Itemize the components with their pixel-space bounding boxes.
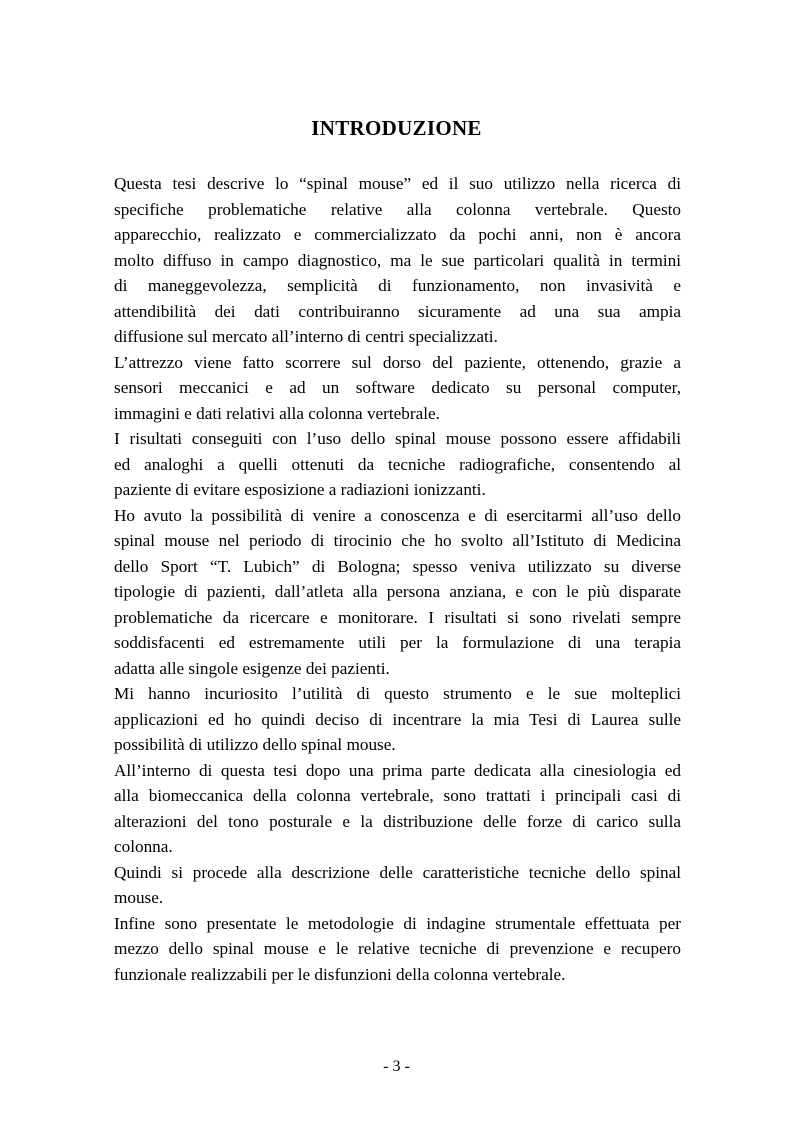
- text-line: paziente di evitare esposizione a radiazioni ionizzanti.: [114, 480, 486, 499]
- text-line: sensori meccanici e ad un software dedicato su personal computer,: [114, 378, 681, 397]
- text-line: funzionale realizzabili per le disfunzioni della colonna vertebrale.: [114, 964, 566, 984]
- text-line: specifiche problematiche relative alla colonna vertebrale. Questo: [114, 199, 681, 219]
- text-line: alterazioni del tono posturale e la distribuzione delle forze di carico sulla: [114, 811, 681, 831]
- text-line: Mi hanno incuriosito l’utilità di questo strumento e le sue molteplici: [114, 684, 681, 703]
- text-line: ed analoghi a quelli ottenuti da tecniche radiografiche, consentendo al: [114, 454, 681, 474]
- text-line: Questa tesi descrive lo “spinal mouse” ed il suo utilizzo nella ricerca di: [114, 174, 681, 193]
- text-line: Infine sono presentate le metodologie di indagine strumentale effettuata per: [114, 913, 681, 933]
- text-line: immagini e dati relativi alla colonna vertebrale.: [114, 403, 440, 423]
- text-line: spinal mouse nel periodo di tirocinio che ho svolto all’Istituto di Medicina: [114, 531, 681, 550]
- text-line: molto diffuso in campo diagnostico, ma le sue particolari qualità in termini: [114, 250, 681, 270]
- text-line: mezzo dello spinal mouse e le relative tecniche di prevenzione e recupero: [114, 939, 681, 958]
- page-number: - 3 -: [383, 1058, 410, 1075]
- text-line: diffusione sul mercato all’interno di centri specializzati.: [114, 327, 498, 346]
- text-line: mouse.: [114, 888, 164, 907]
- text-line: attendibilità dei dati contribuiranno sicuramente ad una sua ampia: [114, 301, 681, 321]
- introduction-body: [114, 171, 681, 987]
- text-line: apparecchio, realizzato e commercializzato da pochi anni, non è ancora: [114, 225, 681, 244]
- text-line: All’interno di questa tesi dopo una prima parte dedicata alla cinesiologia ed: [114, 760, 681, 780]
- text-line: I risultati conseguiti con l’uso dello spinal mouse possono essere affidabili: [114, 429, 681, 448]
- text-line: applicazioni ed ho quindi deciso di incentrare la mia Tesi di Laurea sulle: [114, 709, 681, 729]
- text-line: di maneggevolezza, semplicità di funzionamento, non invasività e: [114, 276, 681, 295]
- text-line: alla biomeccanica della colonna vertebrale, sono trattati i principali casi di: [114, 786, 681, 805]
- text-line: problematiche da ricercare e monitorare. I risultati si sono rivelati sempre: [114, 607, 681, 627]
- text-line: adatta alle singole esigenze dei pazienti.: [114, 658, 390, 678]
- text-line: possibilità di utilizzo dello spinal mouse.: [114, 735, 396, 754]
- text-line: tipologie di pazienti, dall’atleta alla persona anziana, e con le più disparate: [114, 582, 681, 601]
- text-line: soddisfacenti ed estremamente utili per la formulazione di una terapia: [114, 633, 681, 652]
- page-title: INTRODUZIONE: [311, 116, 482, 140]
- text-line: dello Sport “T. Lubich” di Bologna; spesso veniva utilizzato su diverse: [114, 556, 681, 576]
- text-line: L’attrezzo viene fatto scorrere sul dorso del paziente, ottenendo, grazie a: [114, 352, 681, 372]
- text-line: Ho avuto la possibilità di venire a conoscenza e di esercitarmi all’uso dello: [114, 505, 681, 525]
- text-line: colonna.: [114, 837, 173, 856]
- text-line: Quindi si procede alla descrizione delle caratteristiche tecniche dello spinal: [114, 862, 681, 882]
